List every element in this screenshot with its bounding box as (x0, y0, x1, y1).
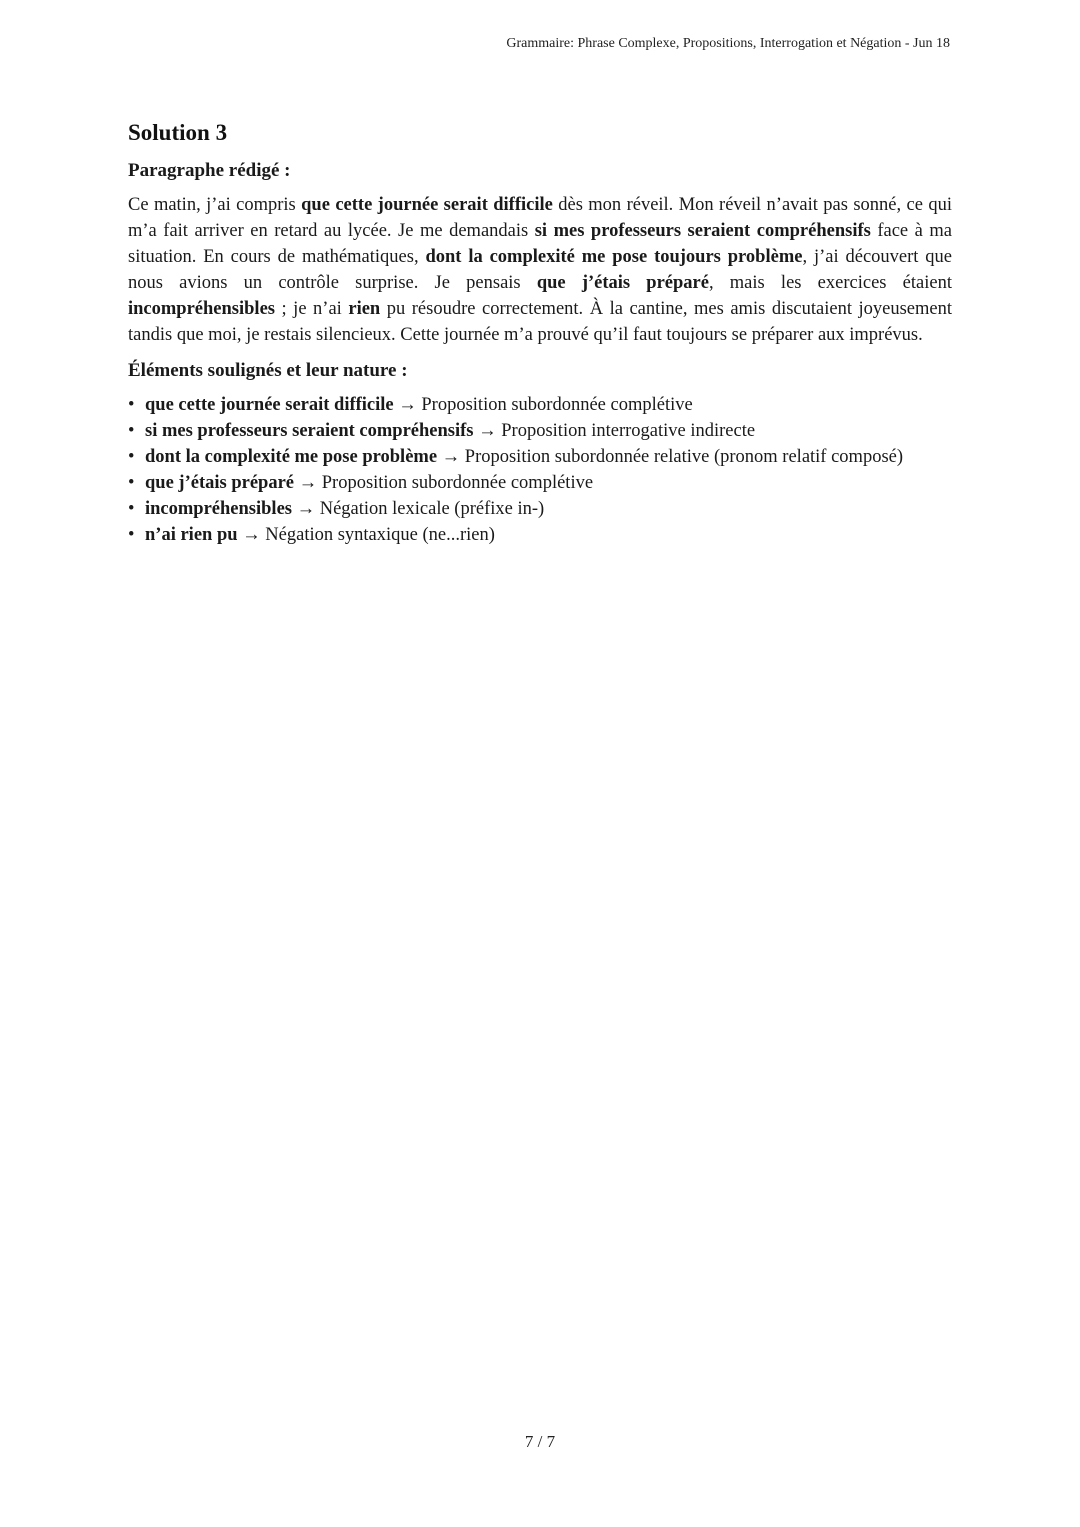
element-nature: Proposition subordonnée complétive (421, 395, 693, 415)
elements-heading: Éléments soulignés et leur nature : (128, 360, 408, 381)
arrow-icon: → (298, 473, 318, 493)
bullet-icon: • (128, 499, 135, 519)
bullet-icon: • (128, 421, 135, 441)
paragraph-highlight: rien (348, 299, 381, 319)
arrow-icon: → (398, 395, 417, 415)
paragraph-highlight: que j’étais préparé (536, 273, 709, 293)
paragraph-segment: ; je n’ai (274, 299, 349, 319)
element-nature: Proposition subordonnée complétive (321, 473, 594, 493)
arrow-icon: → (478, 421, 497, 441)
element-term: dont la complexité me pose problème (145, 447, 438, 467)
paragraph-highlight: que cette journée serait difficile (301, 195, 553, 215)
element-term: que j’étais préparé (145, 473, 294, 493)
bullet-icon: • (128, 447, 135, 467)
paragraph-highlight: si mes professeurs seraient compréhensifs (534, 221, 871, 241)
list-item (128, 418, 952, 444)
paragraph-segment: , mais les exercices étaient (708, 273, 952, 293)
paragraph-heading: Paragraphe rédigé : (128, 160, 291, 181)
page-content (128, 120, 952, 548)
arrow-icon: → (242, 525, 261, 545)
element-nature: Proposition interrogative indirecte (501, 421, 756, 441)
paragraph-segment: Ce matin, j’ai compris (128, 195, 302, 215)
element-term: incompréhensibles (145, 499, 292, 519)
list-item (128, 522, 952, 548)
paragraph-segment: pu résoudre correctement. À la cantine, mes amis discutaient joyeusement tandis que moi, je restais silencieux. Cette journée m’a prouvé qu’il faut toujours se préparer aux imprévus. (128, 299, 952, 345)
element-nature: Négation syntaxique (ne...rien) (265, 525, 495, 545)
arrow-icon: → (441, 447, 461, 467)
paragraph-segment: dès mon réveil. Mon réveil n’avait pas sonné, ce qui m’a fait arriver en retard au lycée. Je me demandais (128, 195, 952, 241)
arrow-icon: → (296, 499, 316, 519)
element-term: si mes professeurs seraient compréhensifs (145, 421, 474, 441)
element-term: que cette journée serait difficile (145, 395, 394, 415)
element-nature: Proposition subordonnée relative (pronom relatif composé) (464, 447, 904, 467)
written-paragraph (128, 192, 952, 348)
elements-list (128, 392, 952, 548)
list-item (128, 496, 952, 522)
bullet-icon: • (128, 525, 135, 545)
paragraph-segment: face à ma situation. En cours de mathématiques, (128, 221, 952, 267)
running-header: Grammaire: Phrase Complexe, Propositions, Interrogation et Négation - Jun 18 (506, 36, 950, 51)
bullet-icon: • (128, 473, 135, 493)
bullet-icon: • (128, 395, 135, 415)
element-term: n’ai rien pu (145, 525, 238, 545)
paragraph-segment: , j’ai découvert que nous avions un contrôle surprise. Je pensais (128, 247, 953, 293)
section-title: Solution 3 (128, 120, 228, 145)
paragraph-highlight: dont la complexité me pose toujours problème (425, 247, 803, 267)
page-number: 7 / 7 (524, 1432, 556, 1451)
list-item (128, 392, 952, 418)
paragraph-highlight: incompréhensibles (128, 299, 275, 319)
list-item (128, 444, 952, 470)
list-item (128, 470, 952, 496)
element-nature: Négation lexicale (préfixe in-) (319, 499, 545, 519)
